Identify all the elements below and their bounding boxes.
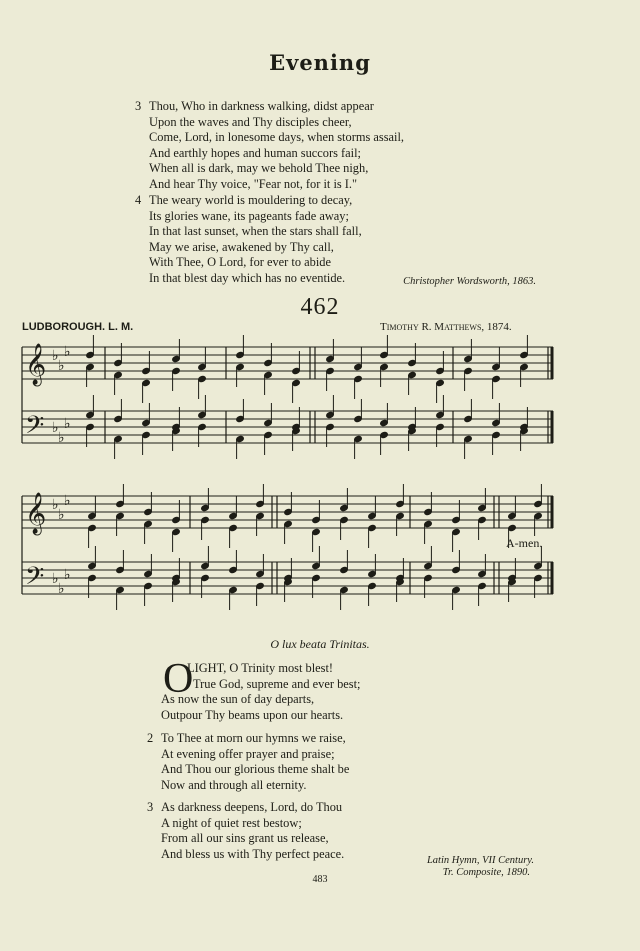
stanza-line: From all our sins grant us release, — [161, 831, 329, 846]
hymn-number: 462 — [300, 294, 340, 320]
drop-cap-letter: O — [163, 656, 194, 702]
latin-title: O lux beata Trinitas. — [270, 637, 370, 651]
key-signature-flat-icon: ♭ — [64, 493, 71, 509]
author-attribution: Christopher Wordsworth, 1863. — [403, 276, 536, 287]
hymn-stanza-1 — [187, 661, 360, 692]
stanza-line: LIGHT, O Trinity most blest! — [187, 661, 334, 675]
page-title: Evening — [269, 50, 371, 75]
key-signature-flat-icon: ♭ — [52, 348, 59, 364]
stanza-line: And bless us with Thy perfect peace. — [161, 846, 345, 861]
clefs-and-keys — [25, 343, 71, 597]
key-signature-flat-icon: ♭ — [52, 497, 59, 513]
key-signature-flat-icon: ♭ — [64, 567, 71, 583]
stanza-line: In that blest day which has no eventide. — [149, 270, 346, 285]
amen-lyric: A-men. — [506, 536, 543, 550]
stanza-line: May we arise, awakened by Thy call, — [149, 239, 334, 254]
stanza-line: And Thou our glorious theme shalt be — [161, 762, 350, 777]
stanza-line: And earthly hopes and human succors fail; — [149, 145, 361, 160]
barlines — [22, 347, 548, 594]
key-signature-flat-icon: ♭ — [52, 571, 59, 587]
source-attribution: Latin Hymn, VII Century. — [426, 855, 534, 866]
key-signature-flat-icon: ♭ — [64, 344, 71, 360]
stanza-line: Now and through all eternity. — [161, 777, 307, 792]
hymn-stanza-2 — [147, 731, 349, 793]
composer-credit: Timothy R. Matthews, 1874. — [380, 321, 512, 333]
stanza-line: 3 As darkness deepens, Lord, do Thou — [147, 800, 343, 814]
key-signature-flat-icon: ♭ — [58, 507, 65, 523]
staff-lines — [22, 347, 553, 594]
stanza-number: 3 — [135, 99, 142, 113]
hymn-stanza-1-continued — [161, 692, 343, 723]
stanza-line: With Thee, O Lord, for ever to abide — [149, 255, 331, 270]
tune-name: LUDBOROUGH. L. M. — [22, 321, 134, 333]
stanza-line: When all is dark, may we behold Thee nigh, — [149, 161, 369, 176]
stanza-line: 3 Thou, Who in darkness walking, didst appear — [135, 99, 374, 113]
key-signature-flat-icon: ♭ — [58, 581, 65, 597]
stanza-line: In that last sunset, when the stars shall fall, — [149, 224, 362, 239]
page-number: 483 — [312, 874, 328, 885]
stanza-line: Outpour Thy beams upon our hearts. — [161, 707, 344, 722]
stanza-line: At evening offer prayer and praise; — [161, 746, 335, 761]
stanza-line: A night of quiet rest bestow; — [161, 815, 302, 830]
hymn-stanza-3 — [147, 800, 344, 862]
key-signature-flat-icon: ♭ — [52, 420, 59, 436]
stanza-line: As now the sun of day departs, — [161, 692, 315, 706]
stanza-number: 2 — [147, 731, 154, 745]
stanza-line: Come, Lord, in lonesome days, when storms assail, — [149, 130, 405, 145]
stanza-line: 2 To Thee at morn our hymns we raise, — [147, 731, 346, 745]
treble-clef-icon: 𝄞 — [25, 344, 47, 385]
bass-clef-icon: 𝄢 — [25, 562, 45, 597]
notes — [86, 335, 543, 610]
treble-clef-icon: 𝄞 — [25, 493, 47, 534]
key-signature-flat-icon: ♭ — [58, 430, 65, 446]
translator-attribution: Tr. Composite, 1890. — [442, 867, 530, 878]
stanza-line: Its glories wane, its pageants fade away; — [149, 208, 349, 223]
stanza-line: True God, supreme and ever best; — [193, 676, 361, 691]
key-signature-flat-icon: ♭ — [64, 416, 71, 432]
stanza-line: 4 The weary world is mouldering to decay, — [135, 193, 353, 207]
stanza-line: And hear Thy voice, "Fear not, for it is I." — [149, 176, 358, 191]
stanza-number: 3 — [147, 800, 154, 814]
key-signature-flat-icon: ♭ — [58, 358, 65, 374]
bass-clef-icon: 𝄢 — [25, 411, 45, 446]
stanza-number: 4 — [135, 193, 142, 207]
stanza-line: Upon the waves and Thy disciples cheer, — [149, 114, 352, 129]
